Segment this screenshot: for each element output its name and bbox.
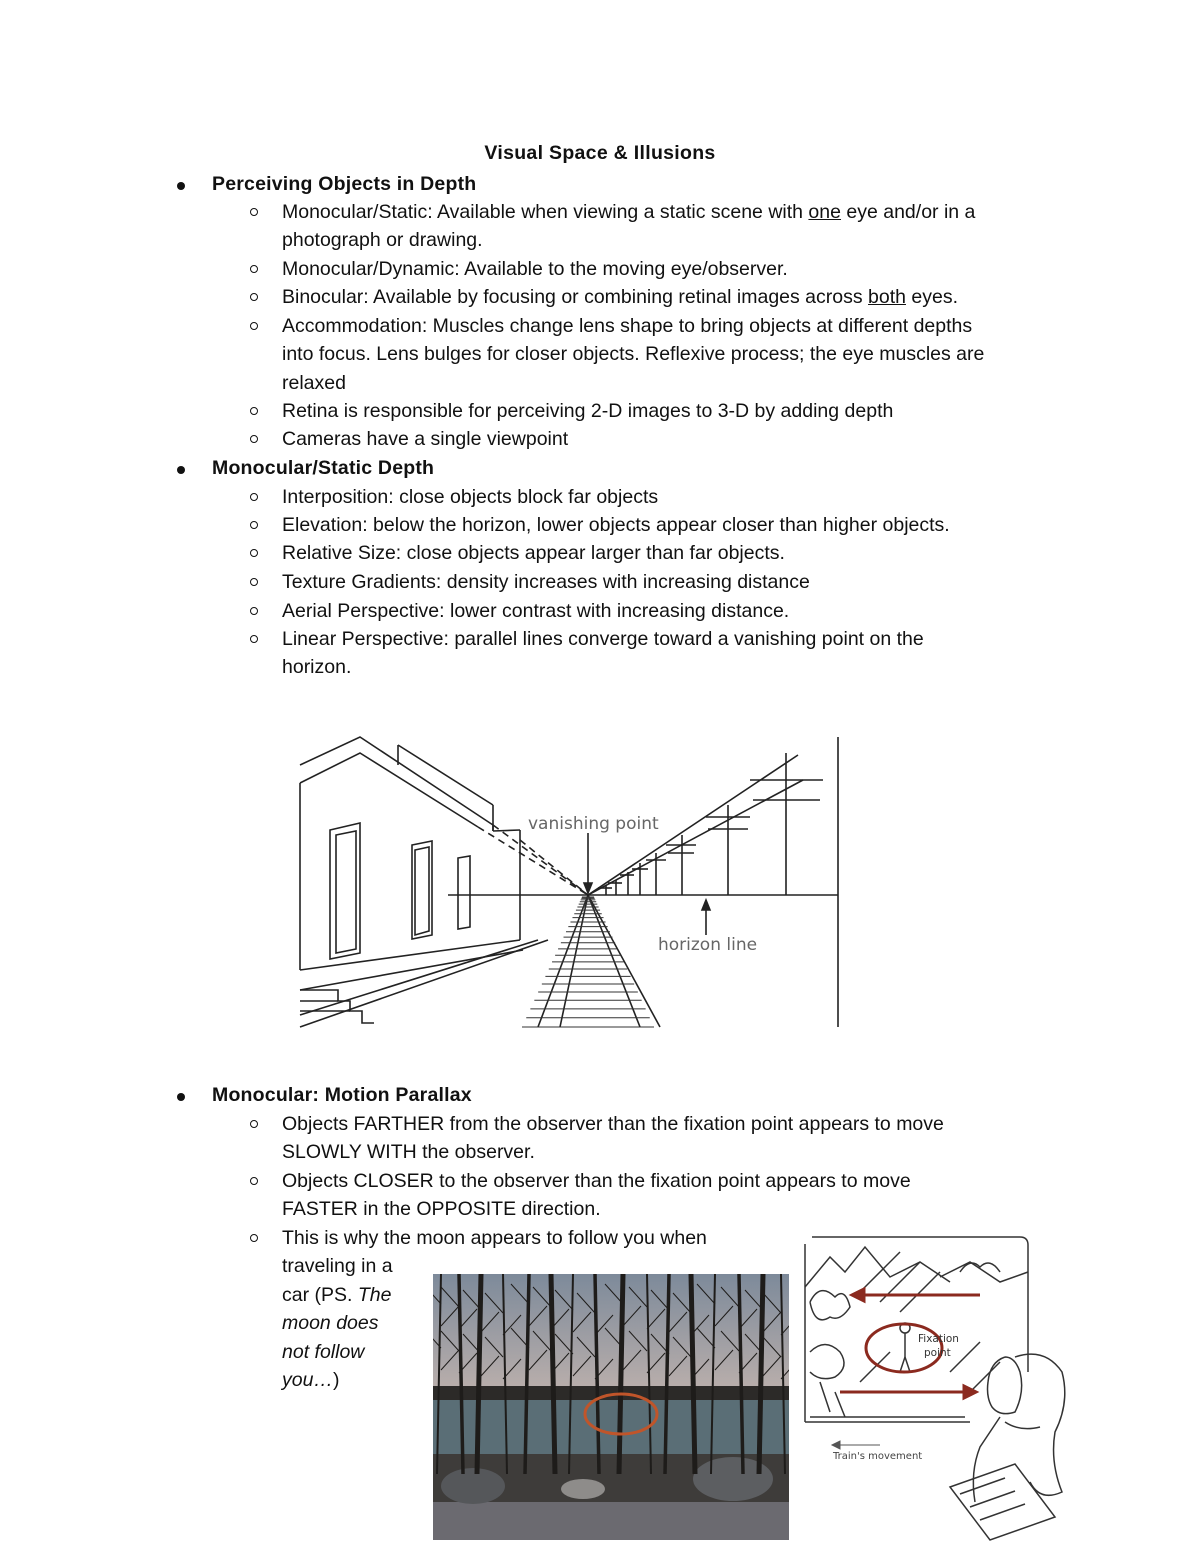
list-item: Binocular: Available by focusing or combining retinal images across both eyes. <box>282 283 958 311</box>
hollow-bullet-icon <box>250 407 258 415</box>
hollow-bullet-icon <box>250 493 258 501</box>
list-item: Cameras have a single viewpoint <box>282 425 568 453</box>
horizon-line-label: horizon line <box>658 935 758 955</box>
bullet-icon <box>177 466 185 474</box>
list-item: Relative Size: close objects appear larger than far objects. <box>282 539 785 567</box>
hollow-bullet-icon <box>250 265 258 273</box>
page-title: Visual Space & Illusions <box>484 142 716 164</box>
list-item: Aerial Perspective: lower contrast with increasing distance. <box>282 597 789 625</box>
section-heading: Monocular: Motion Parallax <box>212 1081 472 1110</box>
fixation-label: Fixation <box>918 1333 959 1345</box>
list-item: Retina is responsible for perceiving 2-D images to 3-D by adding depth <box>282 397 893 425</box>
train-window-illustration <box>800 1232 1072 1542</box>
hollow-bullet-icon <box>250 435 258 443</box>
hollow-bullet-icon <box>250 1177 258 1185</box>
list-item: Texture Gradients: density increases with increasing distance <box>282 568 810 596</box>
trains-movement-label: Train's movement <box>833 1451 923 1462</box>
list-item: Linear Perspective: parallel lines converge toward a vanishing point on the horizon. <box>282 625 924 682</box>
section-heading: Monocular/Static Depth <box>212 454 434 483</box>
hollow-bullet-icon <box>250 521 258 529</box>
list-item: This is why the moon appears to follow you when traveling in a car (PS. The moon does not follow you…) <box>282 1224 707 1394</box>
bullet-icon <box>177 182 185 190</box>
hollow-bullet-icon <box>250 208 258 216</box>
hollow-bullet-icon <box>250 322 258 330</box>
hollow-bullet-icon <box>250 635 258 643</box>
hollow-bullet-icon <box>250 549 258 557</box>
vanishing-point-label: vanishing point <box>528 814 659 834</box>
bullet-icon <box>177 1093 185 1101</box>
linear-perspective-figure <box>298 735 843 1030</box>
list-item: Monocular/Static: Available when viewing a static scene with one eye and/or in a photograph or drawing. <box>282 198 975 255</box>
hollow-bullet-icon <box>250 1234 258 1242</box>
hollow-bullet-icon <box>250 1120 258 1128</box>
list-item: Interposition: close objects block far objects <box>282 483 658 511</box>
list-item: Monocular/Dynamic: Available to the moving eye/observer. <box>282 255 788 283</box>
hollow-bullet-icon <box>250 607 258 615</box>
forest-lake-photo <box>433 1274 789 1540</box>
hollow-bullet-icon <box>250 293 258 301</box>
list-item: Objects CLOSER to the observer than the fixation point appears to move FASTER in the OPPOSITE direction. <box>282 1167 911 1224</box>
list-item: Objects FARTHER from the observer than the fixation point appears to move SLOWLY WITH the observer. <box>282 1110 944 1167</box>
point-label: point <box>924 1347 951 1359</box>
list-item: Elevation: below the horizon, lower objects appear closer than higher objects. <box>282 511 950 539</box>
list-item: Accommodation: Muscles change lens shape to bring objects at different depths into focus. Lens bulges for closer objects. Reflexive process; the eye muscles are relaxed <box>282 312 984 397</box>
section-heading: Perceiving Objects in Depth <box>212 170 476 199</box>
hollow-bullet-icon <box>250 578 258 586</box>
